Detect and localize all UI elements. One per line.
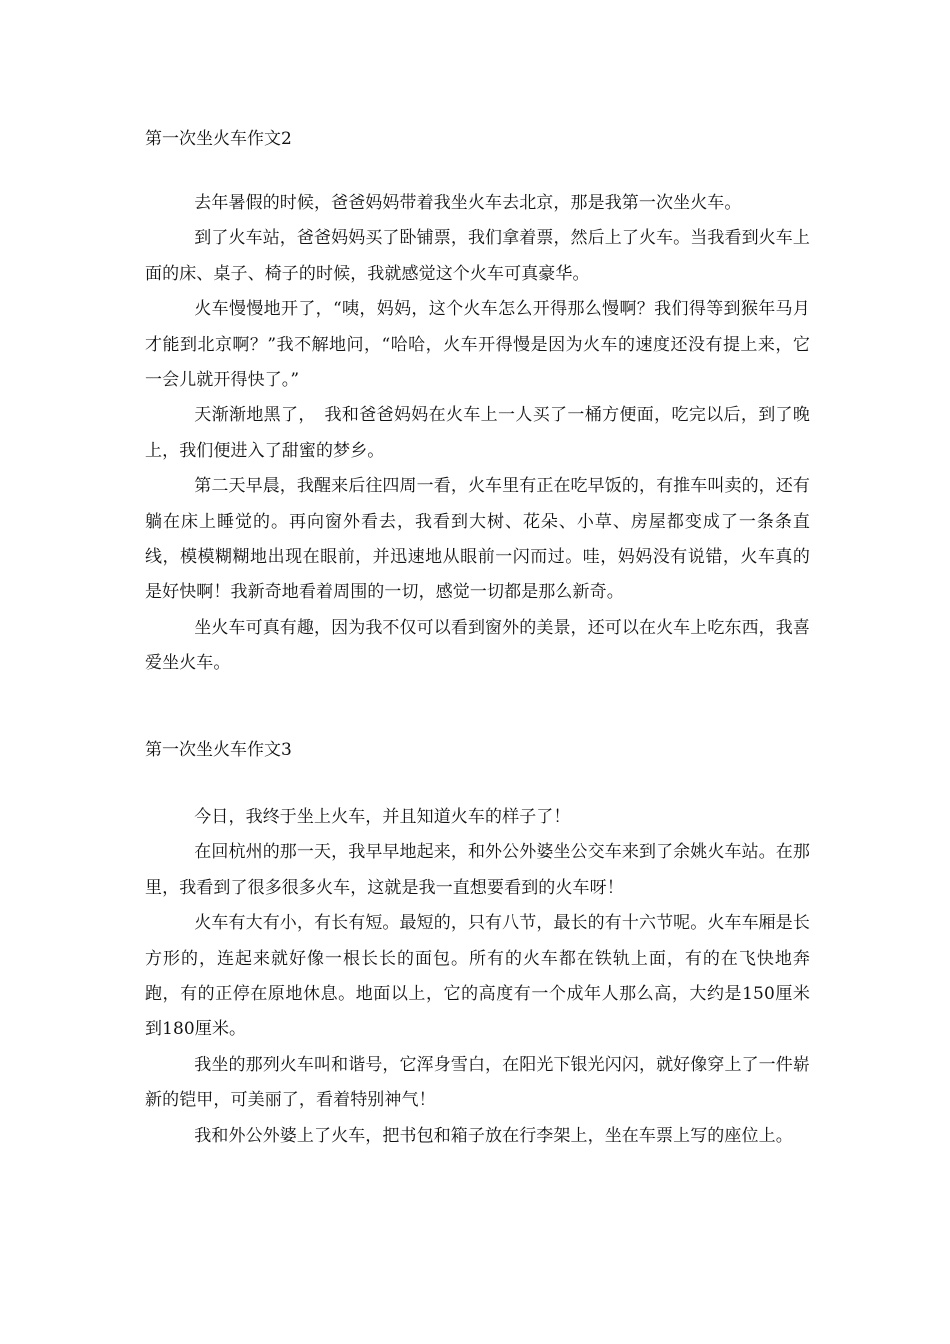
essay-title: 第一次坐火车作文2 xyxy=(145,129,292,149)
paragraph: 火车慢慢地开了，“咦，妈妈，这个火车怎么开得那么慢啊？我们得等到猴年马月才能到北京啊？”我不解地问，“哈哈，火车开得慢是因为火车的速度还没有提上来，它一会儿就开得快了。” xyxy=(145,299,810,391)
paragraph: 坐火车可真有趣，因为我不仅可以看到窗外的美景，还可以在火车上吃东西，我喜爱坐火车。 xyxy=(145,617,810,674)
paragraph: 天渐渐地黑了， 我和爸爸妈妈在火车上一人买了一桶方便面，吃完以后，到了晚上，我们便进入了甜蜜的梦乡。 xyxy=(145,405,810,461)
paragraph: 到了火车站，爸爸妈妈买了卧铺票，我们拿着票，然后上了火车。当我看到火车上面的床、桌子、椅子的时候，我就感觉这个火车可真豪华。 xyxy=(145,228,810,284)
essay-body xyxy=(145,800,810,1154)
paragraph: 在回杭州的那一天，我早早地起来，和外公外婆坐公交车来到了余姚火车站。在那里，我看到了很多很多火车，这就是我一直想要看到的火车呀！ xyxy=(145,842,810,898)
essay-title: 第一次坐火车作文3 xyxy=(145,740,292,760)
paragraph: 我和外公外婆上了火车，把书包和箱子放在行李架上，坐在车票上写的座位上。 xyxy=(194,1125,793,1146)
paragraph: 火车有大有小，有长有短。最短的，只有八节，最长的有十六节呢。火车车厢是长方形的，连起来就好像一根长长的面包。所有的火车都在铁轨上面，有的在飞快地奔跑，有的正停在原地休息。地面以上，它的高度有一个成年人那么高，大约是150厘米到180厘米。 xyxy=(145,913,810,1040)
essay-body xyxy=(145,186,810,682)
paragraph: 去年暑假的时候，爸爸妈妈带着我坐火车去北京，那是我第一次坐火车。 xyxy=(194,193,742,213)
paragraph: 第二天早晨，我醒来后往四周一看，火车里有正在吃早饭的，有推车叫卖的，还有躺在床上睡觉的。再向窗外看去，我看到大树、花朵、小草、房屋都变成了一条条直线，模模糊糊地出现在眼前，并迅速地从眼前一闪而过。哇，妈妈没有说错，火车真的是好快啊！我新奇地看着周围的一切，感觉一切都是那么新奇。 xyxy=(145,476,810,603)
paragraph: 今日，我终于坐上火车，并且知道火车的样子了！ xyxy=(194,807,571,827)
paragraph: 我坐的那列火车叫和谐号，它浑身雪白，在阳光下银光闪闪，就好像穿上了一件崭新的铠甲，可美丽了，看着特别神气！ xyxy=(145,1054,810,1111)
